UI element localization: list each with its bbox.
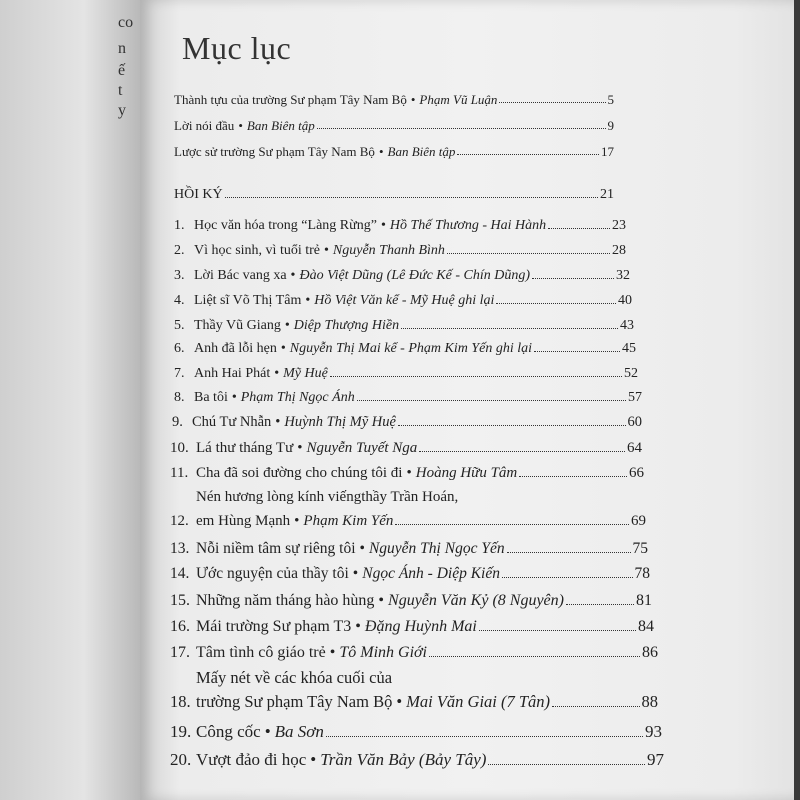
table-of-contents-page — [140, 0, 800, 800]
bullet-separator: • — [290, 268, 296, 283]
toc-entry — [170, 618, 654, 636]
bullet-separator: • — [231, 390, 237, 405]
toc-entry — [170, 489, 646, 530]
bullet-separator: • — [310, 750, 317, 769]
leader-dots — [419, 450, 625, 452]
entry-title: trường Sư phạm Tây Nam Bộ — [196, 692, 393, 711]
entry-title: Ba tôi — [194, 390, 228, 405]
entry-number: 11. — [170, 465, 189, 481]
bullet-separator: • — [284, 318, 290, 333]
toc-entry — [174, 118, 614, 134]
entry-number: 12. — [170, 513, 189, 529]
entry-title: Liệt sĩ Võ Thị Tâm — [194, 293, 302, 308]
leader-dots — [429, 655, 640, 657]
entry-number: 8. — [174, 390, 185, 405]
toc-entry — [170, 440, 642, 457]
leader-dots — [532, 277, 614, 279]
entry-page-number: 43 — [620, 318, 634, 333]
entry-title: Mái trường Sư phạm T3 — [196, 618, 352, 635]
entry-author: Huỳnh Thị Mỹ Huệ — [284, 414, 396, 430]
entry-page-number: 21 — [600, 187, 614, 202]
entry-author: Nguyễn Thị Ngọc Yến — [368, 540, 505, 557]
bullet-separator: • — [378, 144, 384, 159]
entry-author: Nguyễn Tuyết Nga — [306, 440, 418, 456]
entry-author: Nguyễn Thị Mai kể - Phạm Kim Yến ghi lại — [289, 341, 532, 356]
leader-dots — [566, 603, 634, 605]
entry-title: Anh đã lỗi hẹn — [194, 341, 277, 356]
entry-number: 7. — [174, 366, 185, 381]
toc-entry — [170, 668, 658, 712]
entry-number: 17. — [170, 644, 190, 661]
toc-entry — [174, 92, 614, 108]
leader-dots — [499, 101, 605, 103]
entry-author: Phạm Thị Ngọc Ánh — [240, 390, 355, 405]
bullet-separator: • — [378, 592, 385, 609]
entry-page-number: 9 — [607, 118, 614, 133]
prev-page-fragment: co — [118, 14, 134, 31]
entry-number: 13. — [170, 540, 190, 557]
leader-dots — [401, 327, 618, 329]
leader-dots — [534, 350, 620, 352]
toc-entry — [170, 592, 652, 610]
entry-author: Đào Việt Dũng (Lê Đức Kế - Chín Dũng) — [299, 268, 531, 283]
entry-author: Diệp Thượng Hiền — [293, 318, 400, 333]
bullet-separator: • — [297, 440, 303, 456]
toc-entry — [170, 644, 658, 662]
toc-entry — [174, 390, 642, 406]
entry-page-number: 78 — [634, 565, 650, 582]
entry-author: Mỹ Huệ — [283, 366, 328, 381]
bullet-separator: • — [324, 243, 329, 258]
bullet-separator: • — [406, 465, 412, 481]
entry-page-number: 81 — [636, 592, 652, 609]
entry-title: Ước nguyện của thầy tôi — [196, 565, 349, 582]
entry-author: Hoàng Hữu Tâm — [415, 465, 518, 481]
entry-page-number: 40 — [618, 293, 632, 308]
entry-page-number: 84 — [638, 618, 654, 635]
entry-page-number: 28 — [612, 243, 626, 258]
entry-page-number: 97 — [647, 750, 664, 769]
prev-page-fragment: n — [118, 40, 126, 57]
book-edge — [794, 0, 800, 800]
entry-author: Ban Biên tập — [246, 118, 315, 133]
entry-title: Vượt đảo đi học — [196, 750, 307, 769]
section-heading — [174, 187, 614, 203]
leader-dots — [479, 629, 636, 631]
entry-author: Trần Văn Bảy (Bảy Tây) — [320, 750, 487, 769]
entry-title: Vì học sinh, vì tuổi trẻ — [194, 243, 320, 258]
entry-title: Những năm tháng hào hùng — [196, 592, 375, 609]
entry-page-number: 75 — [632, 540, 648, 557]
leader-dots — [457, 153, 599, 155]
leader-dots — [330, 375, 622, 377]
leader-dots — [507, 551, 631, 553]
bullet-separator: • — [359, 540, 365, 557]
toc-entry — [174, 243, 626, 259]
entry-title: Thầy Vũ Giang — [194, 318, 281, 333]
entry-number: 2. — [174, 243, 185, 258]
entry-title: Lược sử trường Sư phạm Tây Nam Bộ — [174, 144, 375, 159]
toc-entry — [174, 144, 614, 160]
toc-entry — [170, 750, 664, 770]
leader-dots — [496, 302, 616, 304]
leader-dots — [488, 763, 645, 765]
entry-page-number: 52 — [624, 366, 638, 381]
bullet-separator: • — [238, 118, 243, 133]
leader-dots — [548, 227, 610, 229]
entry-page-number: 93 — [645, 722, 662, 741]
entry-page-number: 60 — [627, 414, 642, 430]
entry-author: Nguyễn Văn Kỷ (8 Nguyên) — [388, 592, 564, 609]
entry-page-number: 32 — [616, 268, 630, 283]
entry-author: Phạm Vũ Luận — [419, 92, 498, 107]
entry-title: Lá thư tháng Tư — [196, 440, 294, 456]
entry-page-number: 57 — [628, 390, 642, 405]
bullet-separator: • — [352, 565, 359, 582]
toc-entry — [174, 293, 632, 309]
leader-dots — [317, 127, 606, 129]
entry-page-number: 17 — [601, 144, 614, 159]
leader-dots — [326, 735, 643, 737]
entry-title-line1: Mấy nét về các khóa cuối của — [196, 668, 393, 687]
entry-number: 9. — [172, 414, 183, 430]
entry-number: 3. — [174, 268, 185, 283]
entry-number: 1. — [174, 218, 185, 233]
toc-entry — [174, 366, 638, 382]
bullet-separator: • — [305, 293, 311, 308]
entry-title: Chú Tư Nhẫn — [192, 414, 272, 430]
entry-number: 20. — [170, 750, 192, 769]
bullet-separator: • — [294, 513, 300, 529]
entry-author: Hồ Thế Thương - Hai Hành — [389, 218, 547, 233]
bullet-separator: • — [396, 692, 403, 711]
entry-number: 6. — [174, 341, 185, 356]
toc-entry — [174, 218, 626, 234]
previous-page-edge — [0, 0, 140, 800]
entry-title: em Hùng Mạnh — [196, 513, 291, 529]
bullet-separator: • — [355, 618, 361, 635]
leader-dots — [447, 252, 610, 254]
toc-entry — [174, 268, 630, 284]
page-title: Mục lục — [182, 30, 292, 66]
toc-entry — [174, 318, 634, 334]
bullet-separator: • — [264, 722, 271, 741]
toc-entry — [172, 414, 642, 431]
entry-page-number: 5 — [607, 92, 614, 107]
entry-author: Mai Văn Giai (7 Tân) — [406, 692, 551, 711]
bullet-separator: • — [410, 92, 416, 107]
entry-number: 10. — [170, 440, 189, 456]
entry-author: Ngọc Ánh - Diệp Kiến — [362, 565, 500, 582]
entry-author: Đặng Huỳnh Mai — [364, 618, 477, 635]
entry-title: Tâm tình cô giáo trẻ — [196, 644, 326, 661]
prev-page-fragment: t — [118, 82, 123, 99]
entry-title: Học văn hóa trong “Làng Rừng” — [194, 218, 377, 233]
entry-page-number: 88 — [641, 692, 658, 711]
leader-dots — [398, 424, 626, 426]
leader-dots — [395, 523, 629, 525]
entry-author: Ban Biên tập — [387, 144, 456, 159]
leader-dots — [502, 576, 633, 578]
prev-page-fragment: ế — [118, 62, 126, 79]
entry-number: 19. — [170, 722, 192, 741]
entry-page-number: 64 — [627, 440, 642, 456]
toc-entry — [170, 465, 644, 482]
leader-dots — [519, 475, 627, 477]
entry-page-number: 69 — [631, 513, 646, 529]
entry-author: Ba Sơn — [274, 722, 324, 741]
leader-dots — [552, 705, 639, 707]
entry-page-number: 23 — [612, 218, 626, 233]
entry-author: Hồ Việt Văn kể - Mỹ Huệ ghi lại — [314, 293, 495, 308]
entry-title: Lời Bác vang xa — [194, 268, 287, 283]
entry-page-number: 45 — [622, 341, 636, 356]
entry-title-line1: Nén hương lòng kính viếngthầy Trần Hoán, — [196, 489, 459, 505]
entry-title: Công cốc — [196, 722, 261, 741]
entry-number: 16. — [170, 618, 190, 635]
bullet-separator: • — [275, 414, 281, 430]
entry-title: HỒI KÝ — [174, 187, 223, 202]
bullet-separator: • — [380, 218, 386, 233]
entry-number: 14. — [170, 565, 190, 582]
entry-title: Cha đã soi đường cho chúng tôi đi — [196, 465, 403, 481]
entry-title: Nỗi niềm tâm sự riêng tôi — [196, 540, 356, 557]
toc-list — [140, 0, 800, 800]
toc-entry — [174, 341, 636, 357]
toc-entry — [170, 540, 648, 558]
prev-page-fragment: y — [118, 102, 126, 119]
leader-dots — [357, 399, 626, 401]
entry-number: 4. — [174, 293, 185, 308]
entry-title: Thành tựu của trường Sư phạm Tây Nam Bộ — [174, 92, 407, 107]
entry-author: Tô Minh Giới — [339, 644, 427, 661]
entry-number: 15. — [170, 592, 190, 609]
bullet-separator: • — [280, 341, 286, 356]
toc-entry — [170, 565, 650, 583]
entry-title: Lời nói đầu — [174, 118, 235, 133]
bullet-separator: • — [329, 644, 336, 661]
leader-dots — [225, 196, 598, 198]
toc-entry — [170, 722, 662, 742]
entry-title: Anh Hai Phát — [194, 366, 271, 381]
entry-author: Phạm Kim Yến — [303, 513, 394, 529]
entry-page-number: 66 — [629, 465, 644, 481]
bullet-separator: • — [274, 366, 280, 381]
entry-number: 5. — [174, 318, 185, 333]
entry-page-number: 86 — [642, 644, 658, 661]
entry-author: Nguyễn Thanh Bình — [332, 243, 445, 258]
entry-number: 18. — [170, 692, 191, 711]
